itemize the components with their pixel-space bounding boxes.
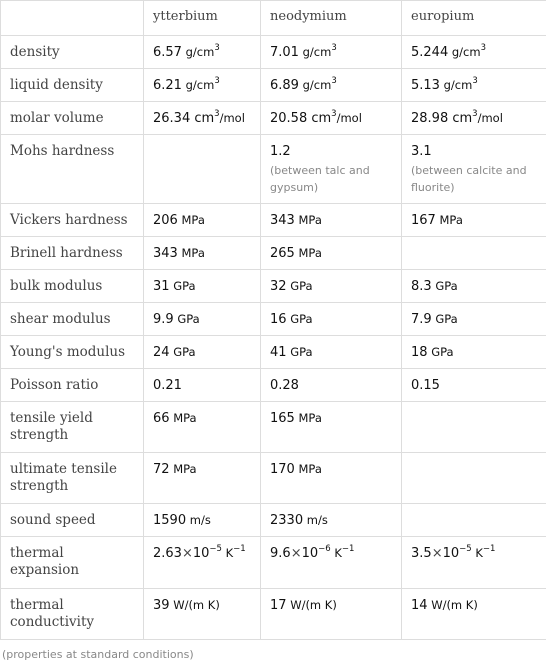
value-unit: g/cm <box>439 78 473 92</box>
corner-cell <box>1 1 144 36</box>
value-cell <box>261 537 402 589</box>
value-number: 6.57 <box>153 45 182 60</box>
unit-superscript: −1 <box>482 543 496 554</box>
value-number: 167 <box>411 213 436 228</box>
value-cell <box>261 453 402 504</box>
table-row <box>1 270 546 303</box>
unit-superscript: 3 <box>472 108 478 119</box>
value-cell <box>144 102 261 135</box>
unit-superscript: 3 <box>331 108 337 119</box>
value-cell <box>144 303 261 336</box>
value-cell <box>261 102 402 135</box>
value-cell <box>261 135 402 204</box>
value-unit-suffix: /mol <box>336 111 362 125</box>
value-number: 170 <box>270 462 295 477</box>
row-label: sound speed <box>1 504 144 537</box>
value-cell <box>402 537 546 589</box>
value-number: 2330 <box>270 513 304 528</box>
value-cell <box>144 369 261 402</box>
value-number: 16 <box>270 312 287 327</box>
value-number: 3.1 <box>411 144 432 159</box>
value-cell <box>402 237 546 270</box>
value-cell <box>261 336 402 369</box>
value-cell <box>144 336 261 369</box>
value-cell <box>402 69 546 102</box>
value-number: 39 <box>153 598 170 613</box>
value-number: 72 <box>153 462 170 477</box>
value-cell <box>261 504 402 537</box>
value-unit: GPa <box>427 345 454 359</box>
value-cell <box>402 270 546 303</box>
footnote: (properties at standard conditions) <box>2 648 194 661</box>
value-number: 3.5 <box>411 546 432 561</box>
value-unit: GPa <box>286 312 313 326</box>
value-cell <box>144 204 261 237</box>
times-sign: × <box>181 546 193 561</box>
value-unit: MPa <box>169 462 197 476</box>
table-body <box>1 36 546 640</box>
value-unit: GPa <box>431 279 458 293</box>
row-label: Poisson ratio <box>1 369 144 402</box>
value-number: 8.3 <box>411 279 432 294</box>
column-header-europium: europium <box>402 1 546 36</box>
value-unit: MPa <box>435 213 463 227</box>
value-number: 5.244 <box>411 45 449 60</box>
value-cell <box>261 589 402 640</box>
column-header-ytterbium: ytterbium <box>144 1 261 36</box>
value-number: 1590 <box>153 513 187 528</box>
value-number: 206 <box>153 213 178 228</box>
row-label: Young's modulus <box>1 336 144 369</box>
row-label: Brinell hardness <box>1 237 144 270</box>
table-row <box>1 589 546 640</box>
value-cell <box>144 453 261 504</box>
row-label: liquid density <box>1 69 144 102</box>
row-label: density <box>1 36 144 69</box>
value-cell <box>402 102 546 135</box>
value-number: 6.89 <box>270 78 299 93</box>
value-cell <box>402 336 546 369</box>
value-unit: m/s <box>186 513 211 527</box>
value-number: 6.21 <box>153 78 182 93</box>
value-cell <box>402 453 546 504</box>
value-number: 28.98 cm <box>411 111 473 126</box>
exponent-base: 10 <box>301 546 319 561</box>
value-number: 1.2 <box>270 144 291 159</box>
value-number: 0.15 <box>411 378 440 393</box>
value-cell <box>144 270 261 303</box>
table-row <box>1 69 546 102</box>
value-number: 26.34 cm <box>153 111 215 126</box>
value-unit: g/cm <box>181 45 215 59</box>
row-label: Mohs hardness <box>1 135 144 204</box>
value-cell <box>261 270 402 303</box>
value-number: 24 <box>153 345 170 360</box>
row-label: tensile yield strength <box>1 402 144 453</box>
value-cell <box>144 36 261 69</box>
exponent: −5 <box>459 543 472 554</box>
value-number: 20.58 cm <box>270 111 332 126</box>
value-unit: GPa <box>431 312 458 326</box>
value-number: 165 <box>270 411 295 426</box>
table-row <box>1 336 546 369</box>
value-unit: g/cm <box>181 78 215 92</box>
value-cell <box>261 237 402 270</box>
value-unit: MPa <box>294 246 322 260</box>
value-unit-suffix: /mol <box>219 111 245 125</box>
value-cell <box>144 237 261 270</box>
value-cell <box>144 135 261 204</box>
exponent-base: 10 <box>192 546 210 561</box>
unit-superscript: 3 <box>331 75 337 86</box>
table-row <box>1 204 546 237</box>
value-unit: g/cm <box>298 78 332 92</box>
value-note: (between talc and gypsum) <box>270 164 370 194</box>
row-label: bulk modulus <box>1 270 144 303</box>
row-label: thermal conductivity <box>1 589 144 640</box>
value-cell <box>144 402 261 453</box>
value-number: 41 <box>270 345 287 360</box>
exponent-base: 10 <box>442 546 460 561</box>
row-label: shear modulus <box>1 303 144 336</box>
row-label: Vickers hardness <box>1 204 144 237</box>
header-row <box>1 1 546 36</box>
value-number: 0.28 <box>270 378 299 393</box>
unit-superscript: −1 <box>341 543 355 554</box>
table-row <box>1 537 546 589</box>
unit-superscript: 3 <box>472 75 478 86</box>
value-number: 32 <box>270 279 287 294</box>
value-cell <box>402 504 546 537</box>
value-unit: W/(m K) <box>286 598 337 612</box>
value-cell <box>261 204 402 237</box>
value-cell <box>402 204 546 237</box>
value-cell <box>402 36 546 69</box>
value-cell <box>261 69 402 102</box>
value-unit: GPa <box>286 345 313 359</box>
value-unit: MPa <box>177 246 205 260</box>
row-label: ultimate tensile strength <box>1 453 144 504</box>
value-unit: g/cm <box>298 45 332 59</box>
unit-superscript: 3 <box>214 108 220 119</box>
unit-superscript: 3 <box>214 75 220 86</box>
unit-superscript: −1 <box>233 543 246 554</box>
times-sign: × <box>290 546 302 561</box>
value-number: 265 <box>270 246 295 261</box>
value-cell <box>261 36 402 69</box>
value-unit: K <box>330 546 342 560</box>
value-note: (between calcite and fluorite) <box>411 164 527 194</box>
value-cell <box>261 402 402 453</box>
table-row <box>1 102 546 135</box>
value-number: 5.13 <box>411 78 440 93</box>
value-unit: GPa <box>286 279 313 293</box>
value-unit-suffix: /mol <box>477 111 503 125</box>
value-number: 343 <box>153 246 178 261</box>
value-cell <box>144 69 261 102</box>
table-row <box>1 135 546 204</box>
value-unit: K <box>221 546 234 560</box>
value-unit: MPa <box>294 213 322 227</box>
value-cell <box>402 135 546 204</box>
value-cell <box>144 589 261 640</box>
value-unit: g/cm <box>448 45 481 59</box>
value-number: 18 <box>411 345 428 360</box>
value-unit: MPa <box>294 411 322 425</box>
times-sign: × <box>431 546 443 561</box>
table-row <box>1 369 546 402</box>
value-number: 2.63 <box>153 546 182 561</box>
value-cell <box>402 589 546 640</box>
value-unit: GPa <box>169 279 196 293</box>
value-unit: W/(m K) <box>427 598 478 612</box>
exponent: −6 <box>318 543 331 554</box>
value-cell <box>402 303 546 336</box>
unit-superscript: 3 <box>480 42 486 53</box>
value-unit: MPa <box>169 411 197 425</box>
value-unit: MPa <box>177 213 205 227</box>
table-row <box>1 504 546 537</box>
table-row <box>1 237 546 270</box>
value-unit: K <box>471 546 483 560</box>
value-cell <box>261 303 402 336</box>
value-number: 0.21 <box>153 378 182 393</box>
value-unit: GPa <box>169 345 196 359</box>
table-row <box>1 453 546 504</box>
value-unit: m/s <box>303 513 328 527</box>
unit-superscript: 3 <box>331 42 337 53</box>
value-number: 31 <box>153 279 170 294</box>
row-label: molar volume <box>1 102 144 135</box>
table-row <box>1 36 546 69</box>
value-number: 7.9 <box>411 312 432 327</box>
value-number: 7.01 <box>270 45 299 60</box>
value-cell <box>144 537 261 589</box>
table-row <box>1 402 546 453</box>
value-number: 14 <box>411 598 428 613</box>
column-header-neodymium: neodymium <box>261 1 402 36</box>
value-number: 17 <box>270 598 287 613</box>
table-row <box>1 303 546 336</box>
row-label: thermal expansion <box>1 537 144 589</box>
value-cell <box>144 504 261 537</box>
value-number: 343 <box>270 213 295 228</box>
value-number: 66 <box>153 411 170 426</box>
value-cell <box>261 369 402 402</box>
value-unit: GPa <box>173 312 200 326</box>
value-cell <box>402 369 546 402</box>
value-unit: MPa <box>294 462 322 476</box>
value-number: 9.6 <box>270 546 291 561</box>
value-number: 9.9 <box>153 312 174 327</box>
value-unit: W/(m K) <box>169 598 220 612</box>
exponent: −5 <box>209 543 222 554</box>
value-cell <box>402 402 546 453</box>
unit-superscript: 3 <box>214 42 220 53</box>
